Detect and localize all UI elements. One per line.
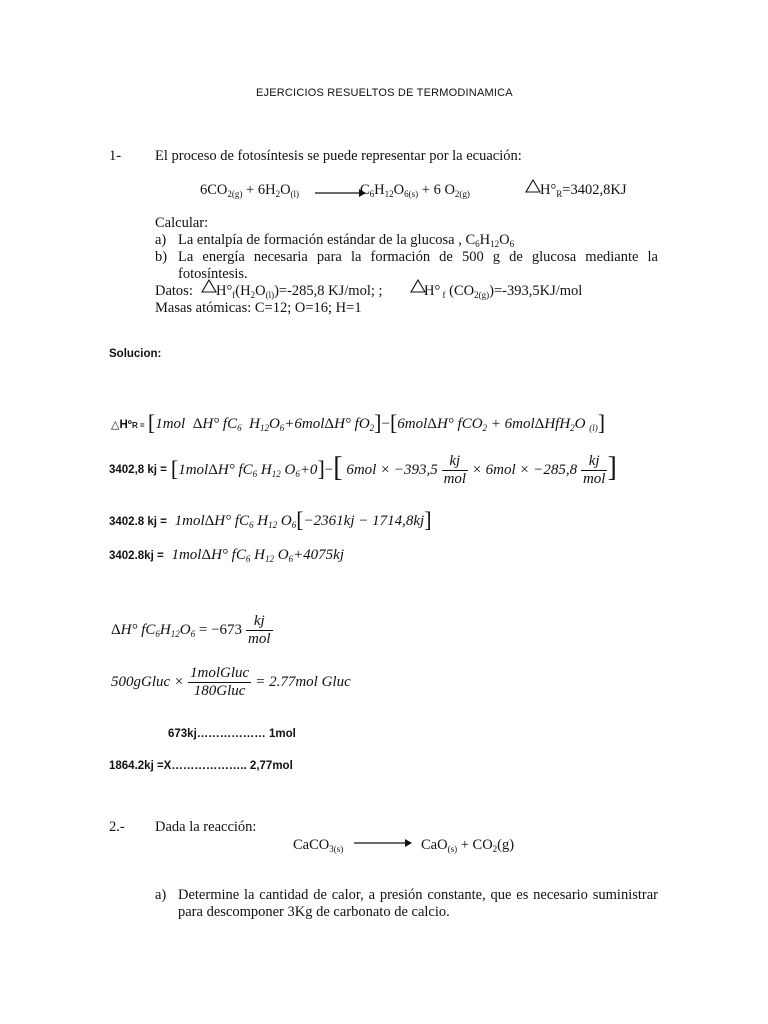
item-b-text: La energía necesaria para la formación de 500 g de glucosa mediante la fotosíntesis. <box>178 249 658 282</box>
item-a-text: La entalpía de formación estándar de la glucosa , $C_6H_{12}O_6$ <box>178 232 515 249</box>
equation-1: △HºR = [1mol ΔH° $fC_6$ $H_{12}O_6+6mol\Delta H^\circ$ $fO_2]-[6mol\Delta H^\circ$ fCO$_2$ + 6molΔHfH$_2$O $_{(l)}$] <box>111 410 606 435</box>
rule-of-three-line-2: 1864.2kj =X……………….. 2,77mol <box>109 760 293 772</box>
ex2-item-a-prefix: a) <box>155 887 167 903</box>
decomposition-reactant: CaCO$_{3(s)}$ <box>293 837 344 854</box>
reaction-arrow-icon <box>353 837 413 851</box>
page-title: EJERCICIOS RESUELTOS DE TERMODINAMICA <box>256 87 513 99</box>
equation-5: ΔH° $fC_6H_{12}O_6 = -673$ $\frac{kj}{\text{mol}}$ <box>111 613 271 647</box>
photosynthesis-reaction: $6CO_{2(g)} + 6H_2O_{(l)}$ <box>200 182 300 199</box>
exercise-2-number: 2.- <box>109 819 125 835</box>
item-b-prefix: b) <box>155 249 168 265</box>
datos-label: Datos: <box>155 283 193 299</box>
exercise-1-number: 1- <box>109 148 122 164</box>
eq1-lhs: △HºR = <box>111 419 145 431</box>
eq2-lhs: 3402,8 kj = <box>109 464 167 477</box>
reaction-enthalpy: $H^\circ_R=3402,8KJ$ <box>540 182 627 199</box>
exercise-2-statement: Dada la reacción: <box>155 819 257 835</box>
item-a-prefix: a) <box>155 232 167 248</box>
rule-of-three-line-1: 673kj……………… 1mol <box>168 728 296 740</box>
datos-h2o: $H^\circ_f(H_2O_{(l)})=-285,8$ KJ/mol; ; <box>216 283 383 300</box>
equation-3: 3402.8 kj = 1molΔH° $fC_6$ $H_{12}$ $O_6[-2361kj - 1714,8kj]$ <box>109 507 432 532</box>
reaction-left: 6CO <box>200 182 228 198</box>
solucion-label: Solucion: <box>109 348 162 360</box>
eq4-lhs: 3402.8kj = <box>109 550 164 562</box>
equation-6: 500gGluc × $\frac{\text{1molGluc}}{\text{180Gluc}}$ = 2.77mol Gluc <box>111 665 351 699</box>
ex2-item-a-text: Determine la cantidad de calor, a presión constante, que es necesario suministrar para descomponer 3Kg de carbonato de calcio. <box>178 887 658 920</box>
eq3-lhs: 3402.8 kj = <box>109 516 167 528</box>
equation-2: 3402,8 kj = [1molΔH° $fC_6$ $H_{12}$ $O_6+0]-$[ 6mol × −393,5 $\frac{kj}{\text{mol}}$ × 6mol × −285,8 $\frac{kj}{\text{mol}}$ ] <box>109 452 617 488</box>
datos-co2: H° $_f$ $(CO_{2(g)})=-393,5KJ$/mol <box>424 283 583 300</box>
reaction-products: $C_6H_{12}O_{6(s)} + 6$ $O_{2(g)}$ <box>360 182 470 199</box>
delta-icon <box>525 179 541 193</box>
delta-icon <box>201 279 217 293</box>
atomic-masses: Masas atómicas: C=12; O=16; H=1 <box>155 300 362 316</box>
decomposition-products: $CaO_{(s)} + CO_2(g)$ <box>421 837 515 854</box>
equation-4: 3402.8kj = 1molΔH° $fC_6$ $H_{12}$ $O_6+4075kj$ <box>109 547 344 564</box>
reaction-arrow-icon <box>314 184 366 198</box>
calc-label: Calcular: <box>155 215 209 231</box>
exercise-1-statement: El proceso de fotosíntesis se puede representar por la ecuación: <box>155 148 522 164</box>
